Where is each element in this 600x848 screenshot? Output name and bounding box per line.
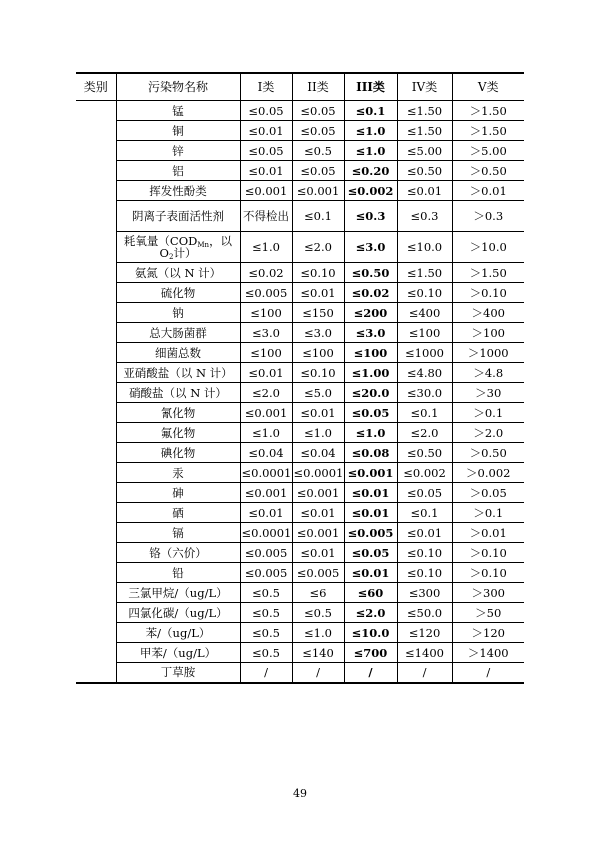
table-row bbox=[76, 443, 524, 463]
class-3-value-cell: ≤10.0 bbox=[344, 623, 397, 643]
table-row bbox=[76, 663, 524, 683]
class-5-value-cell: ＞400 bbox=[452, 303, 524, 323]
class-3-value-cell: ≤100 bbox=[344, 343, 397, 363]
class-3-value-cell: ≤3.0 bbox=[344, 323, 397, 343]
class-2-value-cell: ≤0.10 bbox=[292, 363, 344, 383]
pollutant-name-cell: 甲苯/（ug/L） bbox=[116, 643, 240, 663]
class-4-value-cell: ≤1.50 bbox=[397, 263, 452, 283]
class-2-value-cell: ≤0.001 bbox=[292, 523, 344, 543]
class-5-value-cell: ＞0.50 bbox=[452, 443, 524, 463]
pollutant-name-cell: 氰化物 bbox=[116, 403, 240, 423]
table-row bbox=[76, 603, 524, 623]
class-4-value-cell: ≤0.50 bbox=[397, 161, 452, 181]
class-3-value-cell: ≤20.0 bbox=[344, 383, 397, 403]
class-1-value-cell: ≤0.001 bbox=[240, 181, 292, 201]
class-3-value-cell: ≤200 bbox=[344, 303, 397, 323]
table-row bbox=[76, 201, 524, 232]
header-class-5: V类 bbox=[452, 73, 524, 101]
table-row bbox=[76, 343, 524, 363]
class-3-value-cell: ≤0.005 bbox=[344, 523, 397, 543]
table-row bbox=[76, 263, 524, 283]
class-2-value-cell: ≤0.01 bbox=[292, 283, 344, 303]
class-4-value-cell: ≤0.01 bbox=[397, 523, 452, 543]
class-3-value-cell: ≤0.05 bbox=[344, 543, 397, 563]
table-row bbox=[76, 121, 524, 141]
class-1-value-cell: ≤0.005 bbox=[240, 543, 292, 563]
class-4-value-cell: ≤5.00 bbox=[397, 141, 452, 161]
class-3-value-cell: ≤0.20 bbox=[344, 161, 397, 181]
pollutant-name-cell: 锌 bbox=[116, 141, 240, 161]
class-2-value-cell: ≤3.0 bbox=[292, 323, 344, 343]
class-4-value-cell: / bbox=[397, 663, 452, 683]
class-5-value-cell: ＞30 bbox=[452, 383, 524, 403]
table-row bbox=[76, 463, 524, 483]
class-4-value-cell: ≤0.50 bbox=[397, 443, 452, 463]
class-2-value-cell: / bbox=[292, 663, 344, 683]
class-3-value-cell: ≤0.1 bbox=[344, 101, 397, 121]
pollutant-name-cell: 硒 bbox=[116, 503, 240, 523]
class-1-value-cell: ≤0.5 bbox=[240, 623, 292, 643]
class-4-value-cell: ≤0.002 bbox=[397, 463, 452, 483]
class-4-value-cell: ≤0.10 bbox=[397, 283, 452, 303]
category-cell bbox=[76, 101, 116, 683]
class-2-value-cell: ≤2.0 bbox=[292, 232, 344, 263]
class-1-value-cell: ≤0.005 bbox=[240, 563, 292, 583]
table-row bbox=[76, 643, 524, 663]
class-2-value-cell: ≤1.0 bbox=[292, 423, 344, 443]
class-3-value-cell: ≤1.0 bbox=[344, 423, 397, 443]
class-5-value-cell: ＞1.50 bbox=[452, 263, 524, 283]
class-2-value-cell: ≤0.10 bbox=[292, 263, 344, 283]
class-3-value-cell: ≤0.01 bbox=[344, 483, 397, 503]
class-4-value-cell: ≤0.01 bbox=[397, 181, 452, 201]
class-3-value-cell: ≤60 bbox=[344, 583, 397, 603]
table-row bbox=[76, 503, 524, 523]
table-row bbox=[76, 563, 524, 583]
class-1-value-cell: ≤0.04 bbox=[240, 443, 292, 463]
pollutant-name-cell: 硫化物 bbox=[116, 283, 240, 303]
table-row bbox=[76, 623, 524, 643]
table-row bbox=[76, 181, 524, 201]
class-5-value-cell: ＞0.01 bbox=[452, 523, 524, 543]
class-1-value-cell: ≤1.0 bbox=[240, 423, 292, 443]
class-2-value-cell: ≤150 bbox=[292, 303, 344, 323]
pollutant-name-cell: 阴离子表面活性剂 bbox=[116, 201, 240, 232]
class-2-value-cell: ≤6 bbox=[292, 583, 344, 603]
class-3-value-cell: ≤0.001 bbox=[344, 463, 397, 483]
class-3-value-cell: ≤0.01 bbox=[344, 503, 397, 523]
pollutant-name-cell: 丁草胺 bbox=[116, 663, 240, 683]
class-2-value-cell: ≤0.001 bbox=[292, 483, 344, 503]
class-5-value-cell: ＞0.50 bbox=[452, 161, 524, 181]
pollutant-name-cell: 亚硝酸盐（以 N 计） bbox=[116, 363, 240, 383]
table-row bbox=[76, 423, 524, 443]
pollutant-name-cell: 汞 bbox=[116, 463, 240, 483]
class-3-value-cell: ≤1.00 bbox=[344, 363, 397, 383]
header-pollutant-name: 污染物名称 bbox=[116, 73, 240, 101]
pollutant-name-cell: 铬（六价） bbox=[116, 543, 240, 563]
class-4-value-cell: ≤0.05 bbox=[397, 483, 452, 503]
class-2-value-cell: ≤0.05 bbox=[292, 101, 344, 121]
class-2-value-cell: ≤0.01 bbox=[292, 503, 344, 523]
pollutant-name-cell: 铜 bbox=[116, 121, 240, 141]
class-3-value-cell: ≤0.05 bbox=[344, 403, 397, 423]
table-row bbox=[76, 363, 524, 383]
class-3-value-cell: ≤0.002 bbox=[344, 181, 397, 201]
class-2-value-cell: ≤0.1 bbox=[292, 201, 344, 232]
class-2-value-cell: ≤1.0 bbox=[292, 623, 344, 643]
pollutant-name-cell: 苯/（ug/L） bbox=[116, 623, 240, 643]
class-3-value-cell: / bbox=[344, 663, 397, 683]
class-2-value-cell: ≤0.04 bbox=[292, 443, 344, 463]
class-5-value-cell: ＞300 bbox=[452, 583, 524, 603]
pollutant-name-cell: 镉 bbox=[116, 523, 240, 543]
class-4-value-cell: ≤0.10 bbox=[397, 563, 452, 583]
class-2-value-cell: ≤0.5 bbox=[292, 603, 344, 623]
table-row bbox=[76, 403, 524, 423]
class-3-value-cell: ≤0.50 bbox=[344, 263, 397, 283]
pollutant-name-cell: 耗氧量（$COD_{Mn}$，以$O_2$计） bbox=[116, 232, 240, 263]
class-5-value-cell: ＞0.10 bbox=[452, 563, 524, 583]
class-4-value-cell: ≤4.80 bbox=[397, 363, 452, 383]
class-4-value-cell: ≤0.10 bbox=[397, 543, 452, 563]
header-category: 类别 bbox=[76, 73, 116, 101]
table-row bbox=[76, 161, 524, 181]
pollutant-name-cell: 钠 bbox=[116, 303, 240, 323]
table-row bbox=[76, 101, 524, 121]
class-2-value-cell: ≤0.005 bbox=[292, 563, 344, 583]
class-3-value-cell: ≤0.01 bbox=[344, 563, 397, 583]
table-row bbox=[76, 483, 524, 503]
class-2-value-cell: ≤100 bbox=[292, 343, 344, 363]
class-1-value-cell: ≤0.01 bbox=[240, 363, 292, 383]
pollutant-name-cell: 铝 bbox=[116, 161, 240, 181]
class-2-value-cell: ≤0.01 bbox=[292, 403, 344, 423]
class-1-value-cell: ≤100 bbox=[240, 303, 292, 323]
class-4-value-cell: ≤1000 bbox=[397, 343, 452, 363]
pollutant-name-cell: 氟化物 bbox=[116, 423, 240, 443]
class-1-value-cell: ≤1.0 bbox=[240, 232, 292, 263]
class-1-value-cell: ≤0.01 bbox=[240, 503, 292, 523]
class-2-value-cell: ≤0.05 bbox=[292, 161, 344, 181]
class-1-value-cell: ≤0.0001 bbox=[240, 523, 292, 543]
class-2-value-cell: ≤0.5 bbox=[292, 141, 344, 161]
table-body bbox=[76, 101, 524, 683]
pollutant-name-cell: 铅 bbox=[116, 563, 240, 583]
class-1-value-cell: ≤3.0 bbox=[240, 323, 292, 343]
class-1-value-cell: ≤0.001 bbox=[240, 483, 292, 503]
class-1-value-cell: ≤2.0 bbox=[240, 383, 292, 403]
class-5-value-cell: ＞0.10 bbox=[452, 283, 524, 303]
class-3-value-cell: ≤2.0 bbox=[344, 603, 397, 623]
class-1-value-cell: ≤0.0001 bbox=[240, 463, 292, 483]
class-4-value-cell: ≤50.0 bbox=[397, 603, 452, 623]
pollutant-name-cell: 硝酸盐（以 N 计） bbox=[116, 383, 240, 403]
class-3-value-cell: ≤3.0 bbox=[344, 232, 397, 263]
pollutant-name-cell: 细菌总数 bbox=[116, 343, 240, 363]
class-1-value-cell: / bbox=[240, 663, 292, 683]
class-4-value-cell: ≤0.1 bbox=[397, 503, 452, 523]
class-4-value-cell: ≤100 bbox=[397, 323, 452, 343]
header-class-2: II类 bbox=[292, 73, 344, 101]
class-3-value-cell: ≤1.0 bbox=[344, 141, 397, 161]
class-4-value-cell: ≤2.0 bbox=[397, 423, 452, 443]
table-header-row bbox=[76, 73, 524, 101]
pollutant-name-cell: 挥发性酚类 bbox=[116, 181, 240, 201]
pollutant-name-cell: 氨氮（以 N 计） bbox=[116, 263, 240, 283]
class-5-value-cell: ＞0.002 bbox=[452, 463, 524, 483]
class-5-value-cell: ＞2.0 bbox=[452, 423, 524, 443]
class-1-value-cell: ≤100 bbox=[240, 343, 292, 363]
class-2-value-cell: ≤5.0 bbox=[292, 383, 344, 403]
class-1-value-cell: ≤0.01 bbox=[240, 121, 292, 141]
class-2-value-cell: ≤140 bbox=[292, 643, 344, 663]
class-4-value-cell: ≤1.50 bbox=[397, 101, 452, 121]
water-quality-standard-table bbox=[76, 72, 524, 684]
class-1-value-cell: ≤0.01 bbox=[240, 161, 292, 181]
class-2-value-cell: ≤0.0001 bbox=[292, 463, 344, 483]
class-4-value-cell: ≤120 bbox=[397, 623, 452, 643]
class-5-value-cell: / bbox=[452, 663, 524, 683]
class-3-value-cell: ≤0.08 bbox=[344, 443, 397, 463]
class-1-value-cell: 不得检出 bbox=[240, 201, 292, 232]
class-4-value-cell: ≤30.0 bbox=[397, 383, 452, 403]
class-5-value-cell: ＞50 bbox=[452, 603, 524, 623]
table-row bbox=[76, 141, 524, 161]
class-1-value-cell: ≤0.05 bbox=[240, 101, 292, 121]
table-row bbox=[76, 383, 524, 403]
class-5-value-cell: ＞0.1 bbox=[452, 503, 524, 523]
class-4-value-cell: ≤0.1 bbox=[397, 403, 452, 423]
table-row bbox=[76, 303, 524, 323]
class-4-value-cell: ≤1.50 bbox=[397, 121, 452, 141]
pollutant-name-cell: 砷 bbox=[116, 483, 240, 503]
class-5-value-cell: ＞1.50 bbox=[452, 101, 524, 121]
class-4-value-cell: ≤300 bbox=[397, 583, 452, 603]
class-5-value-cell: ＞0.05 bbox=[452, 483, 524, 503]
table-row bbox=[76, 583, 524, 603]
class-5-value-cell: ＞0.3 bbox=[452, 201, 524, 232]
class-5-value-cell: ＞5.00 bbox=[452, 141, 524, 161]
class-5-value-cell: ＞100 bbox=[452, 323, 524, 343]
class-5-value-cell: ＞0.10 bbox=[452, 543, 524, 563]
table-row bbox=[76, 323, 524, 343]
class-5-value-cell: ＞1000 bbox=[452, 343, 524, 363]
header-class-3: III类 bbox=[344, 73, 397, 101]
class-1-value-cell: ≤0.001 bbox=[240, 403, 292, 423]
class-5-value-cell: ＞1400 bbox=[452, 643, 524, 663]
class-5-value-cell: ＞1.50 bbox=[452, 121, 524, 141]
table-row bbox=[76, 523, 524, 543]
class-2-value-cell: ≤0.001 bbox=[292, 181, 344, 201]
header-class-1: I类 bbox=[240, 73, 292, 101]
table-row bbox=[76, 543, 524, 563]
class-2-value-cell: ≤0.05 bbox=[292, 121, 344, 141]
class-3-value-cell: ≤1.0 bbox=[344, 121, 397, 141]
class-5-value-cell: ＞0.1 bbox=[452, 403, 524, 423]
class-1-value-cell: ≤0.02 bbox=[240, 263, 292, 283]
pollutant-name-cell: 碘化物 bbox=[116, 443, 240, 463]
class-5-value-cell: ＞4.8 bbox=[452, 363, 524, 383]
class-5-value-cell: ＞120 bbox=[452, 623, 524, 643]
class-3-value-cell: ≤0.3 bbox=[344, 201, 397, 232]
table-row bbox=[76, 232, 524, 263]
class-1-value-cell: ≤0.05 bbox=[240, 141, 292, 161]
class-4-value-cell: ≤400 bbox=[397, 303, 452, 323]
class-1-value-cell: ≤0.5 bbox=[240, 603, 292, 623]
class-3-value-cell: ≤700 bbox=[344, 643, 397, 663]
class-1-value-cell: ≤0.5 bbox=[240, 583, 292, 603]
class-3-value-cell: ≤0.02 bbox=[344, 283, 397, 303]
pollutant-name-cell: 四氯化碳/（ug/L） bbox=[116, 603, 240, 623]
class-5-value-cell: ＞0.01 bbox=[452, 181, 524, 201]
class-4-value-cell: ≤0.3 bbox=[397, 201, 452, 232]
class-2-value-cell: ≤0.01 bbox=[292, 543, 344, 563]
page-number: 49 bbox=[293, 787, 307, 800]
class-4-value-cell: ≤10.0 bbox=[397, 232, 452, 263]
table-row bbox=[76, 283, 524, 303]
header-class-4: IV类 bbox=[397, 73, 452, 101]
class-4-value-cell: ≤1400 bbox=[397, 643, 452, 663]
pollutant-name-cell: 总大肠菌群 bbox=[116, 323, 240, 343]
class-5-value-cell: ＞10.0 bbox=[452, 232, 524, 263]
pollutant-name-cell: 锰 bbox=[116, 101, 240, 121]
class-1-value-cell: ≤0.005 bbox=[240, 283, 292, 303]
class-1-value-cell: ≤0.5 bbox=[240, 643, 292, 663]
pollutant-name-cell: 三氯甲烷/（ug/L） bbox=[116, 583, 240, 603]
